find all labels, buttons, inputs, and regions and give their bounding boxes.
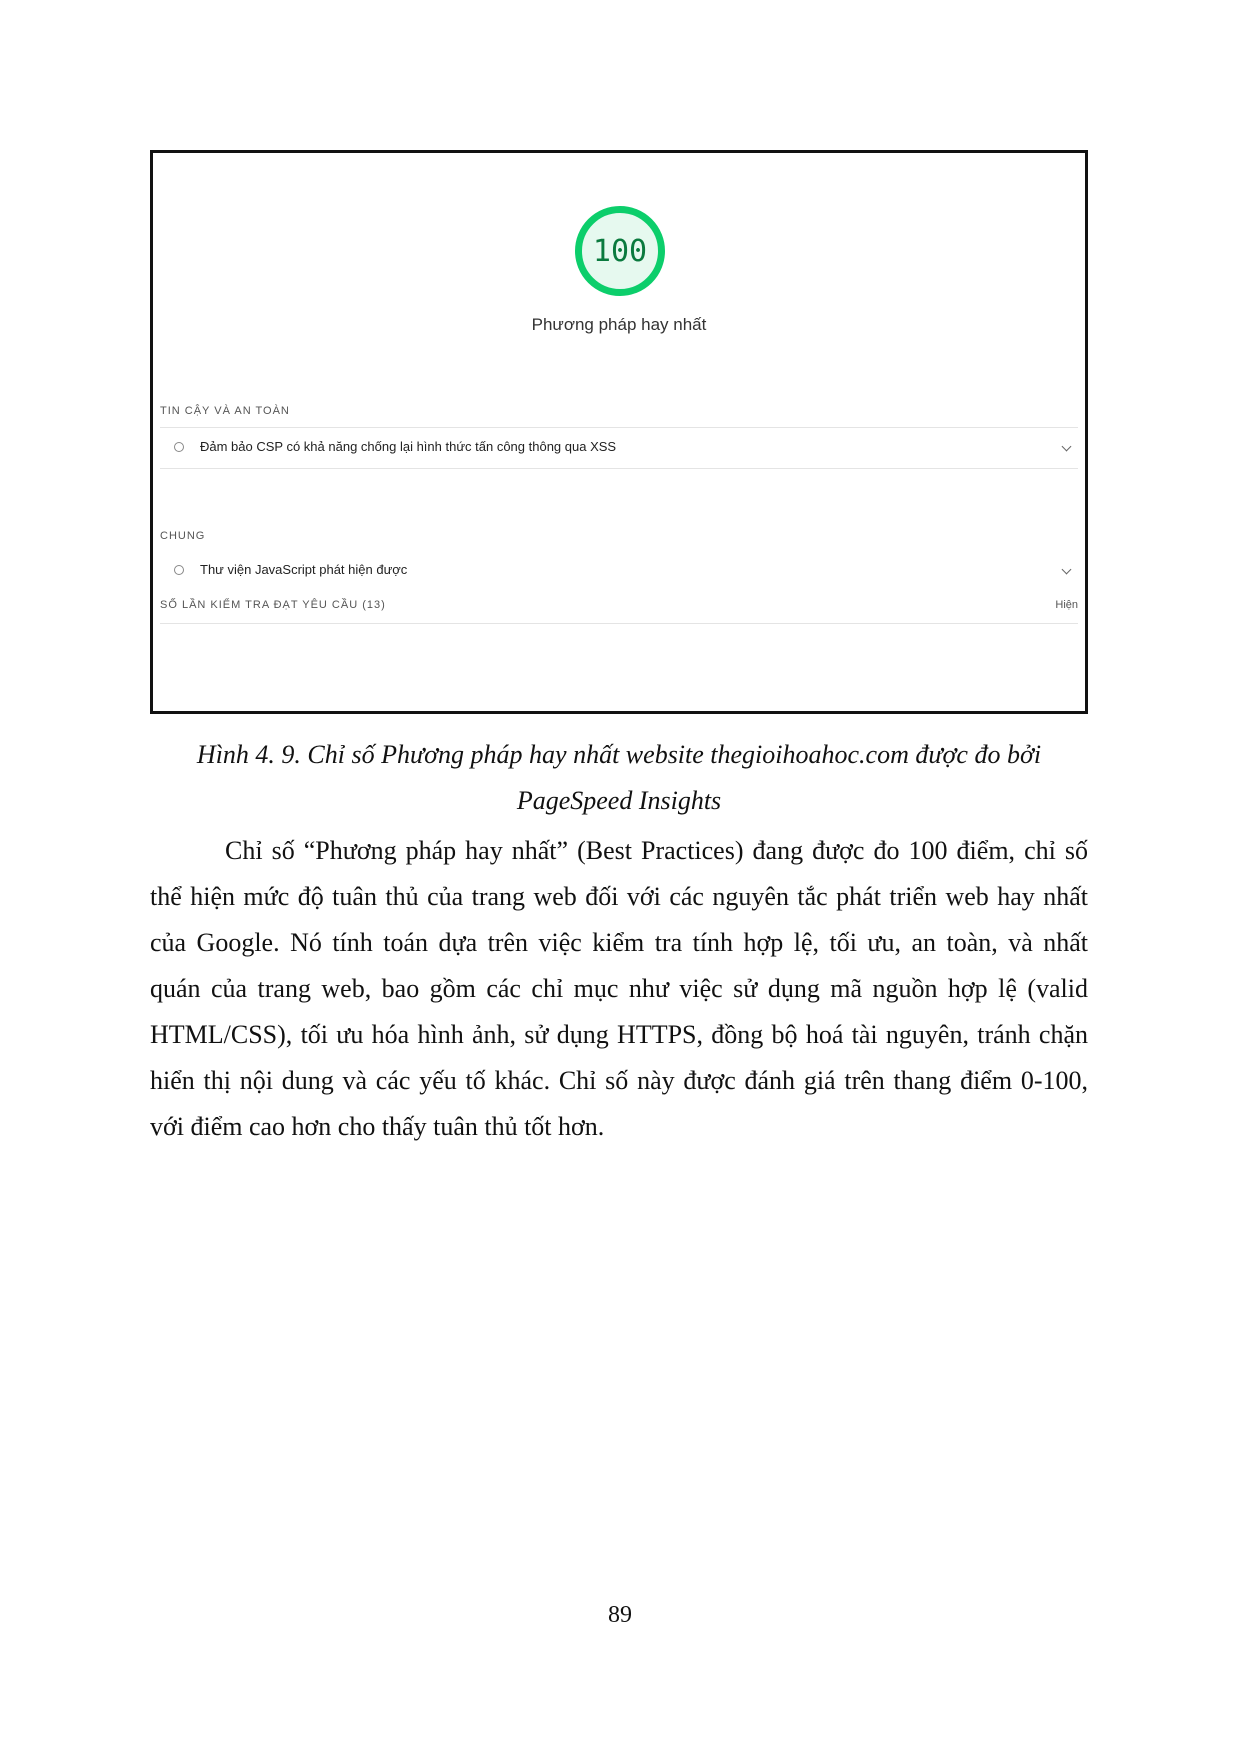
audit-row-csp-xss[interactable] [160, 427, 1078, 469]
figure-caption-line-1: Hình 4. 9. Chỉ số Phương pháp hay nhất website thegioihoahoc.com được đo bởi [196, 740, 1042, 769]
paragraph-line: Chỉ số “Phương pháp hay nhất” (Best Practices) đang được đo 100 điểm, chỉ số [225, 836, 1088, 865]
figure-caption-line-2: PageSpeed Insights [516, 786, 722, 815]
group-header-general: CHUNG [160, 530, 206, 542]
score-title: Phương pháp hay nhất [531, 315, 707, 334]
paragraph-line: HTML/CSS), tối ưu hóa hình ảnh, sử dụng HTTPS, đồng bộ hoá tài nguyên, tránh chặn [150, 1020, 1088, 1049]
chevron-down-icon[interactable] [1062, 442, 1072, 452]
audit-status-circle-icon [174, 565, 184, 575]
show-passed-toggle[interactable]: Hiện [1055, 599, 1078, 611]
audit-status-circle-icon [174, 442, 184, 452]
paragraph-line: quán của trang web, bao gồm các chỉ mục như việc sử dụng mã nguồn hợp lệ (valid [150, 974, 1088, 1003]
paragraph-line: với điểm cao hơn cho thấy tuân thủ tốt hơn. [150, 1112, 605, 1141]
page-number: 89 [608, 1602, 632, 1628]
paragraph-line: hiển thị nội dung và các yếu tố khác. Chỉ số này được đánh giá trên thang điểm 0-100, [150, 1066, 1088, 1095]
paragraph-line: thể hiện mức độ tuân thủ của trang web đối với các nguyên tắc phát triển web hay nhất [150, 882, 1088, 911]
audit-label: Đảm bảo CSP có khả năng chống lại hình thức tấn công thông qua XSS [200, 439, 617, 454]
score-value: 100 [592, 234, 648, 269]
group-header-trust-safety: TIN CẬY VÀ AN TOÀN [160, 405, 290, 417]
chevron-down-icon[interactable] [1062, 565, 1072, 575]
audit-label: Thư viện JavaScript phát hiện được [200, 562, 408, 577]
passed-audits-label: SỐ LẦN KIỂM TRA ĐẠT YÊU CẦU (13) [160, 599, 386, 611]
pagespeed-screenshot [150, 150, 1088, 714]
score-gauge [575, 206, 665, 296]
paragraph-line: của Google. Nó tính toán dựa trên việc kiểm tra tính hợp lệ, tối ưu, an toàn, và nhất [150, 928, 1088, 957]
passed-audits-row[interactable] [160, 583, 1078, 624]
